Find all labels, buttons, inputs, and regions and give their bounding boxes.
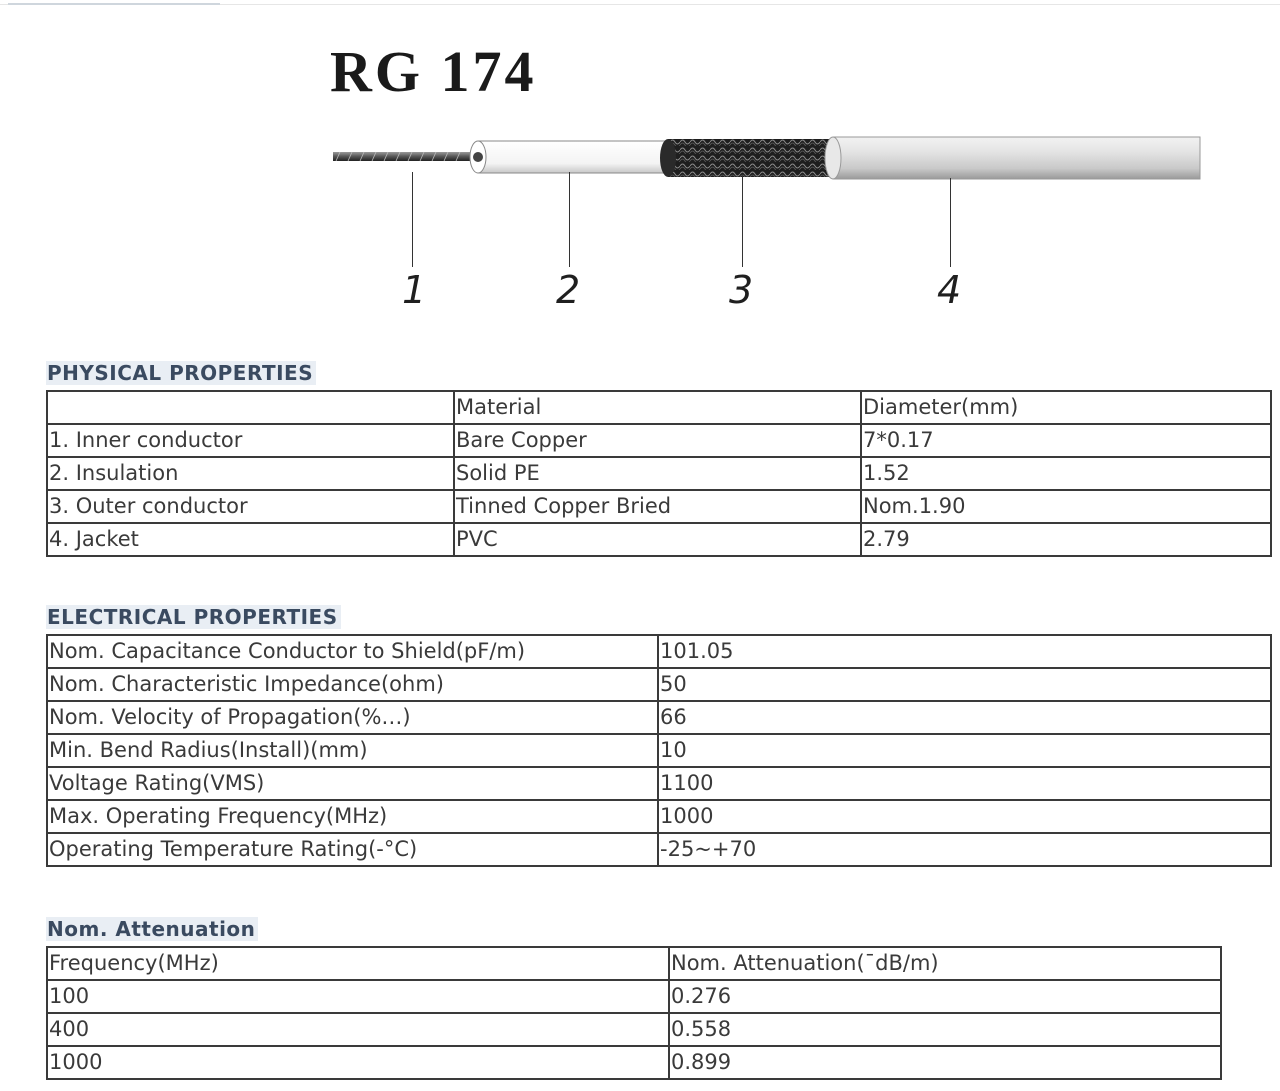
table-cell: 10	[658, 734, 1271, 767]
top-divider-accent	[8, 3, 220, 5]
table-cell: 2.79	[861, 523, 1271, 556]
table-cell: Nom. Velocity of Propagation(%…)	[47, 701, 658, 734]
table-cell: Nom. Capacitance Conductor to Shield(pF/m)	[47, 635, 658, 668]
callout-4: 4	[937, 268, 962, 312]
callout-2: 2	[556, 268, 581, 312]
table-row	[47, 833, 1271, 866]
table-cell: 1100	[658, 767, 1271, 800]
table-header-row	[47, 391, 1271, 424]
table-row	[47, 635, 1271, 668]
table-cell: 100	[47, 980, 669, 1013]
table-row	[47, 980, 1221, 1013]
table-cell: Solid PE	[454, 457, 861, 490]
braid-shape	[668, 139, 833, 177]
table-cell: 0.899	[669, 1046, 1221, 1079]
header-cell: Diameter(mm)	[861, 391, 1271, 424]
table-cell: Nom.1.90	[861, 490, 1271, 523]
table-row	[47, 800, 1271, 833]
table-cell: Bare Copper	[454, 424, 861, 457]
callout-1: 1	[402, 268, 427, 312]
table-cell: 101.05	[658, 635, 1271, 668]
callout-line-2	[569, 172, 570, 267]
electrical-properties-heading: ELECTRICAL PROPERTIES	[46, 605, 341, 629]
header-cell: Frequency(MHz)	[47, 947, 669, 980]
table-cell: 1000	[47, 1046, 669, 1079]
table-row	[47, 1013, 1221, 1046]
table-header-row	[47, 947, 1221, 980]
callout-line-4	[950, 178, 951, 267]
attenuation-heading: Nom. Attenuation	[46, 917, 258, 941]
table-cell: 3. Outer conductor	[47, 490, 454, 523]
table-cell: Tinned Copper Bried	[454, 490, 861, 523]
table-cell: PVC	[454, 523, 861, 556]
callout-line-3	[742, 176, 743, 267]
table-cell: -25~+70	[658, 833, 1271, 866]
table-row	[47, 523, 1271, 556]
table-cell: 50	[658, 668, 1271, 701]
callout-line-1	[412, 172, 413, 267]
table-row	[47, 767, 1271, 800]
header-cell: Material	[454, 391, 861, 424]
table-row	[47, 490, 1271, 523]
table-cell: 1. Inner conductor	[47, 424, 454, 457]
table-cell: 0.558	[669, 1013, 1221, 1046]
table-row	[47, 424, 1271, 457]
attenuation-table	[46, 946, 1222, 1080]
table-cell: 4. Jacket	[47, 523, 454, 556]
table-row	[47, 734, 1271, 767]
callout-3: 3	[729, 268, 754, 312]
table-row	[47, 1046, 1221, 1079]
header-cell	[47, 391, 454, 424]
table-cell: 1.52	[861, 457, 1271, 490]
table-cell: 7*0.17	[861, 424, 1271, 457]
table-cell: 1000	[658, 800, 1271, 833]
table-cell: Voltage Rating(VMS)	[47, 767, 658, 800]
electrical-properties-table	[46, 634, 1272, 867]
table-cell: 2. Insulation	[47, 457, 454, 490]
table-row	[47, 668, 1271, 701]
table-cell: Operating Temperature Rating(-°C)	[47, 833, 658, 866]
table-cell: 400	[47, 1013, 669, 1046]
table-row	[47, 457, 1271, 490]
cable-diagram	[330, 130, 1210, 190]
jacket-shape	[833, 137, 1200, 179]
table-cell: Nom. Characteristic Impedance(ohm)	[47, 668, 658, 701]
physical-properties-heading: PHYSICAL PROPERTIES	[46, 361, 316, 385]
physical-properties-table	[46, 390, 1272, 557]
table-cell: 0.276	[669, 980, 1221, 1013]
insulation-shape	[478, 141, 668, 173]
table-cell: 66	[658, 701, 1271, 734]
page-title: RG 174	[330, 39, 537, 104]
table-cell: Max. Operating Frequency(MHz)	[47, 800, 658, 833]
table-cell: Min. Bend Radius(Install)(mm)	[47, 734, 658, 767]
table-row	[47, 701, 1271, 734]
header-cell: Nom. Attenuation(¯dB/m)	[669, 947, 1221, 980]
